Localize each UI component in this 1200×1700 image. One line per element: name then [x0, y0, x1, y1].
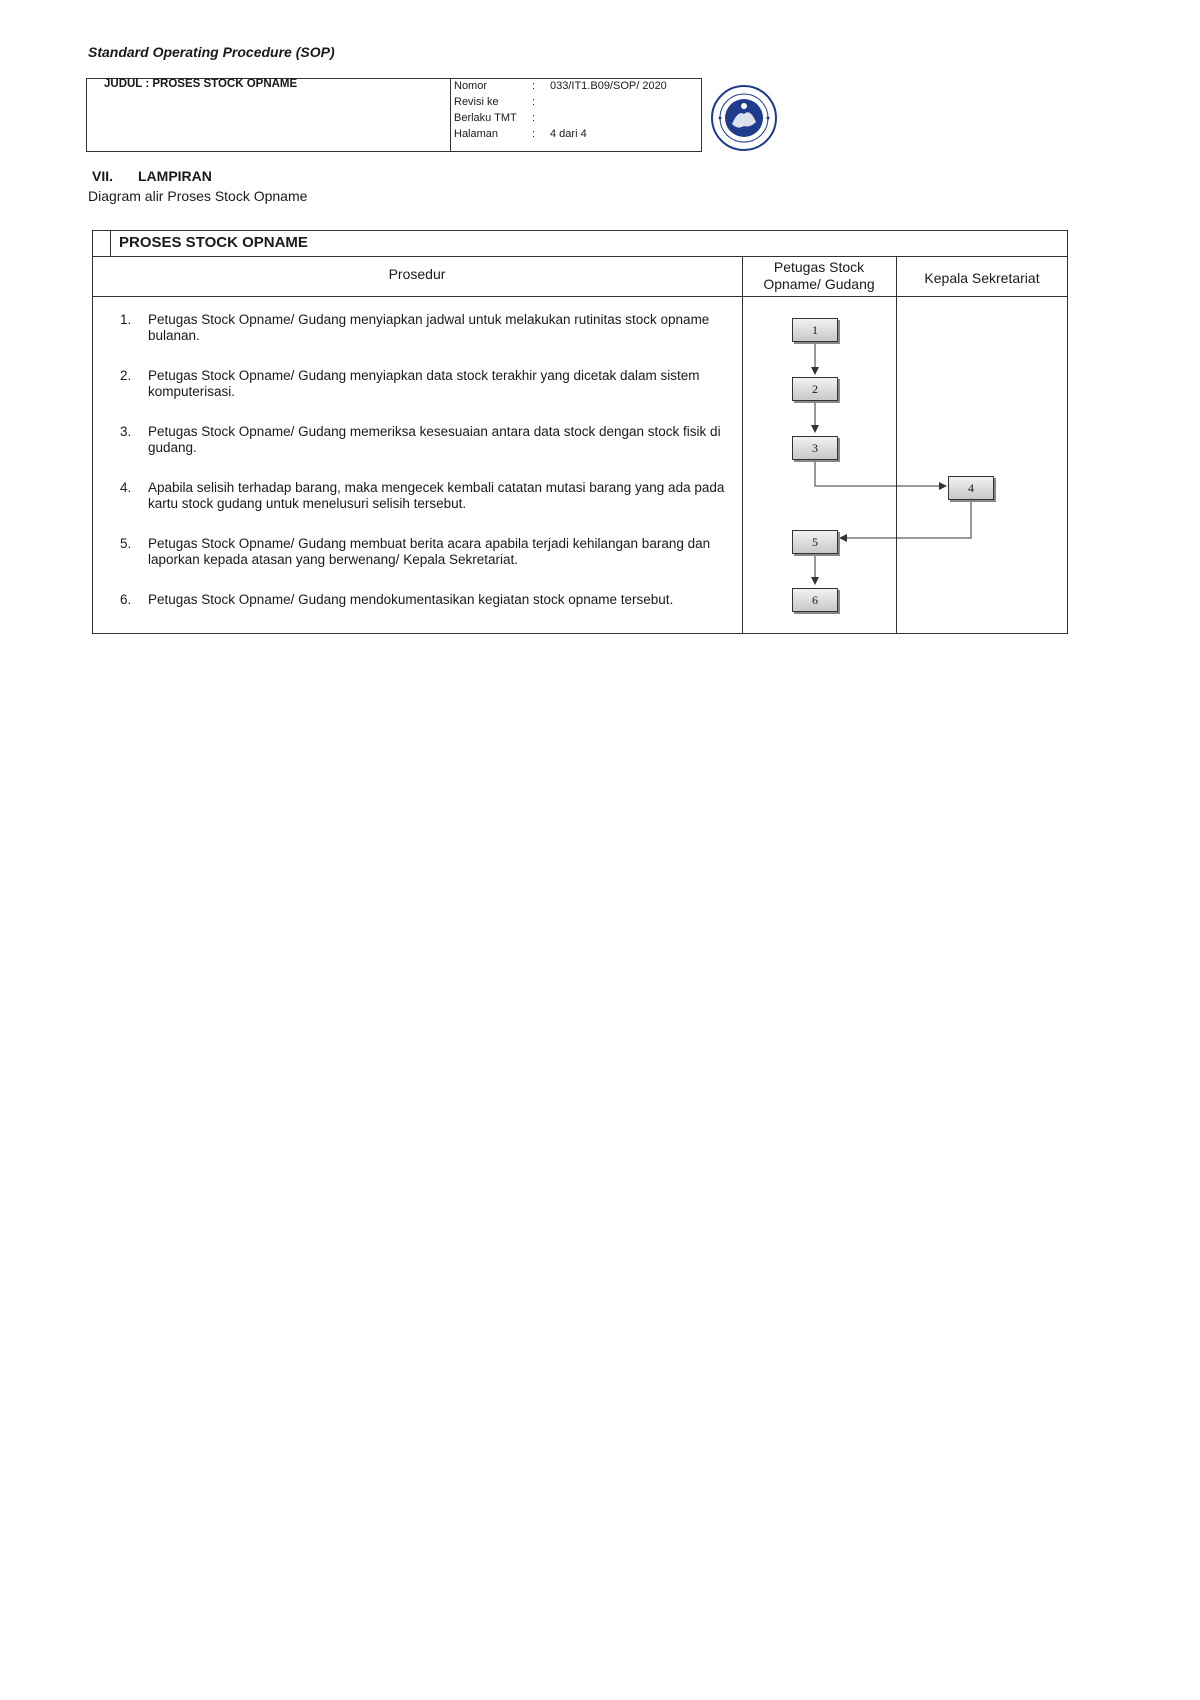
flowchart-connectors: [0, 0, 1200, 700]
flow-box-2: 2: [792, 377, 838, 401]
column-header-petugas-line1: Petugas Stock: [773, 259, 865, 275]
table-title: PROSES STOCK OPNAME: [110, 230, 308, 256]
column-header-kepala: Kepala Sekretariat: [924, 270, 1040, 286]
step-number: 5.: [120, 536, 132, 551]
flow-box-4: 4: [948, 476, 994, 500]
step-text: Petugas Stock Opname/ Gudang mendokumentasikan kegiatan stock opname tersebut.: [148, 592, 674, 607]
step-text: Petugas Stock Opname/ Gudang membuat berita acara apabila terjadi kehilangan barang dan laporkan kepada atasan yang berwenang/ Kepala Sekretariat.: [148, 536, 711, 567]
step-text: Petugas Stock Opname/ Gudang menyiapkan jadwal untuk melakukan rutinitas stock opname bulanan.: [148, 312, 710, 343]
meta-value-nomor: 033/IT1.B09/SOP/ 2020: [550, 80, 667, 92]
flow-box-3: 3: [792, 436, 838, 460]
step-number: 3.: [120, 424, 132, 439]
arrow-4-5: [840, 502, 971, 538]
meta-label-nomor: Nomor: [454, 80, 488, 92]
meta-label-halaman: Halaman: [454, 128, 499, 140]
step-number: 2.: [120, 368, 132, 383]
header-judul: JUDUL : PROSES STOCK OPNAME: [104, 78, 298, 90]
flow-box-6: 6: [792, 588, 838, 612]
step-number: 4.: [120, 480, 132, 495]
meta-label-berlaku: Berlaku TMT: [454, 112, 517, 124]
flow-box-5: 5: [792, 530, 838, 554]
step-text: Petugas Stock Opname/ Gudang memeriksa kesesuaian antara data stock dengan stock fisik di gudang.: [148, 424, 721, 455]
meta-value-halaman: 4 dari 4: [550, 128, 587, 140]
step-number: 6.: [120, 592, 132, 607]
meta-colon: :: [532, 80, 536, 92]
meta-colon: :: [532, 96, 536, 108]
arrow-3-4: [815, 460, 946, 486]
meta-colon: :: [532, 112, 536, 124]
step-text: Petugas Stock Opname/ Gudang menyiapkan data stock terakhir yang dicetak dalam sistem komputerisasi.: [148, 368, 700, 399]
column-header-petugas-line2: Opname/ Gudang: [763, 276, 875, 292]
meta-label-revisi: Revisi ke: [454, 96, 499, 108]
column-header-prosedur: Prosedur: [388, 266, 446, 282]
flow-box-1: 1: [792, 318, 838, 342]
step-text: Apabila selisih terhadap barang, maka mengecek kembali catatan mutasi barang yang ada pada kartu stock gudang untuk menelusuri selisih tersebut.: [148, 480, 725, 511]
document-title: Standard Operating Procedure (SOP): [88, 44, 335, 60]
section-subtitle: Diagram alir Proses Stock Opname: [88, 188, 308, 204]
step-number: 1.: [120, 312, 132, 327]
meta-colon: :: [532, 128, 536, 140]
section-number: VII.: [92, 168, 114, 184]
section-title: LAMPIRAN: [138, 168, 212, 184]
